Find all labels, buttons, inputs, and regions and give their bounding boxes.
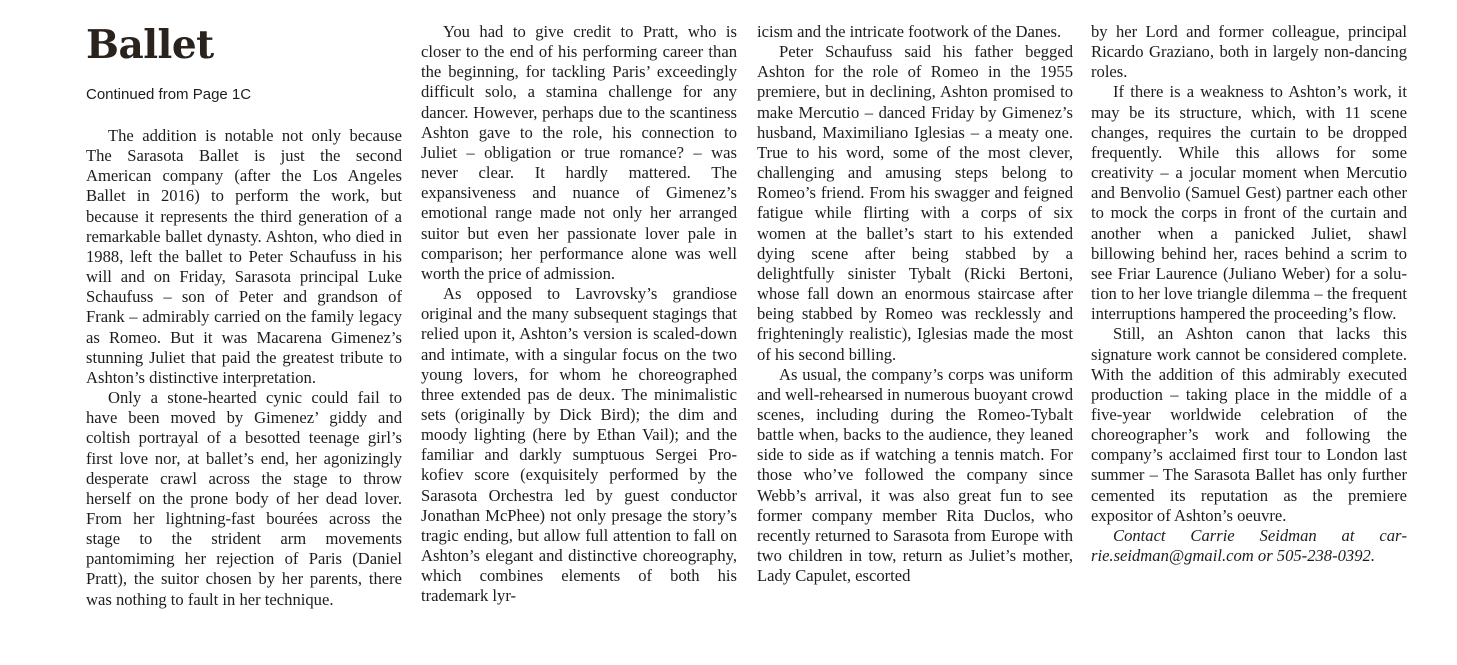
paragraph: You had to give credit to Pratt, who is closer to the end of his performing career than the beginning, for tackling Paris’ exceedingly difficult solo, a stamina challenge for any dancer. However, perhaps due to the scantiness Ashton gave to the role, his connection to Juliet – obligation or true romance? – was never clear. It hardly mattered. The expansiveness and nuance of Gimenez’s emotional range made not only her arranged suitor but even her passionate lover pale in comparison; her performance alone was well worth the price of admission.: [421, 22, 737, 283]
paragraph: Only a stone-hearted cynic could fail to have been moved by Gimenez’ giddy and coltish portrayal of a besotted teenage girl’s first love nor, at ballet’s end, her agonizingly desperate crawl across the stage to throw herself on the prone body of her dead lover. From her lightning-fast bourées across the stage to the strident arm movements pantomiming her rejection of Paris (Daniel Pratt), the suitor chosen by her parents, there was nothing to fault in her technique.: [86, 388, 402, 609]
article-column-3: [757, 22, 1073, 586]
paragraph: The addition is notable not only because The Sarasota Ballet is just the second American company (after the Los Angeles Ballet in 2016) to perform the work, but because it represents the third generation of a remarkable ballet dynasty. Ashton, who died in 1988, left the ballet to Peter Schaufuss in his will and on Friday, Sarasota principal Luke Schaufuss – son of Peter and grandson of Frank – admirably carried on the family legacy as Romeo. But it was Macarena Gimenez’s stunning Juliet that paid the greatest tribute to Ashton’s distinctive interpretation.: [86, 126, 402, 387]
article-column-4: [1091, 22, 1407, 566]
headline: Ballet: [86, 22, 214, 68]
paragraph-continuation: by her Lord and former colleague, principal Ricardo Graziano, both in largely non-dancing roles.: [1091, 22, 1407, 82]
paragraph: If there is a weakness to Ashton’s work, it may be its structure, which, with 11 scene changes, requires the curtain to be dropped frequently. While this allows for some creativity – a jocular moment when Mercutio and Benvolio (Samuel Gest) partner each other to mock the corps in front of the curtain and another when a panicked Juliet, shawl billowing behind her, races behind a scrim to see Friar Laurence (Juliano Weber) for a solution to her love triangle dilemma – the frequent interruptions hampered the proceeding’s flow.: [1091, 82, 1407, 324]
paragraph-continuation: icism and the intricate footwork of the Danes.: [757, 22, 1062, 41]
article-column-1: [86, 22, 402, 610]
paragraph: Still, an Ashton canon that lacks this signature work cannot be considered complete. With the addition of this admirably executed production – taking place in the middle of a five-year worldwide celebration of the choreographer’s work and following the company’s acclaimed first tour to London last summer – The Sarasota Ballet has only further cemented its reputation as the premiere expositor of Ashton’s oeuvre.: [1091, 324, 1407, 525]
article-column-2: [421, 22, 737, 607]
paragraph: As opposed to Lavrovsky’s grandiose original and the many subsequent stagings that relied upon it, Ashton’s version is scaled-down and intimate, with a singular focus on the two young lovers, for whom he choreographed three extended pas de deux. The minimalistic sets (originally by Dick Bird); the dim and moody lighting (here by Ethan Vail); and the familiar and darkly sumptuous Sergei Prokofiev score (exquisitely performed by the Sarasota Orchestra led by guest conductor Jonathan McPhee) not only presage the story’s tragic ending, but allow full attention to fall on Ashton’s elegant and distinctive choreography, which combines elements of both his trademark lyr-: [421, 284, 737, 606]
author-contact: Contact Carrie Seidman at carrie.seidman@gmail.com or 505-238-0392.: [1091, 525, 1407, 566]
paragraph: Peter Schaufuss said his father begged Ashton for the role of Romeo in the 1955 premiere, but in declining, Ashton promised to make Mercutio – danced Friday by Gimenez’s husband, Maximiliano Iglesias – a meaty one. True to his word, some of the most clever, challenging and amusing steps belong to Romeo’s friend. From his swagger and feigned fatigue while flirting with a corps of six women at the ballet’s start to his extended dying scene after being stabbed by a delightfully sinister Tybalt (Ricki Bertoni, whose fall down an enormous staircase after being stabbed by Romeo was recklessly and frighteningly realistic), Iglesias made the most of his second billing.: [757, 42, 1073, 364]
continued-from-line: Continued from Page 1C: [86, 86, 252, 103]
paragraph: As usual, the company’s corps was uniform and well-rehearsed in numerous buoyant crowd scenes, including during the Romeo-Tybalt battle when, backs to the audience, they leaned side to side as if watching a tennis match. For those who’ve followed the company since Webb’s arrival, it was also great fun to see former company member Rita Duclos, who recently returned to Sarasota from Europe with two children in tow, return as Juliet’s mother, Lady Capulet, escorted: [757, 364, 1073, 586]
